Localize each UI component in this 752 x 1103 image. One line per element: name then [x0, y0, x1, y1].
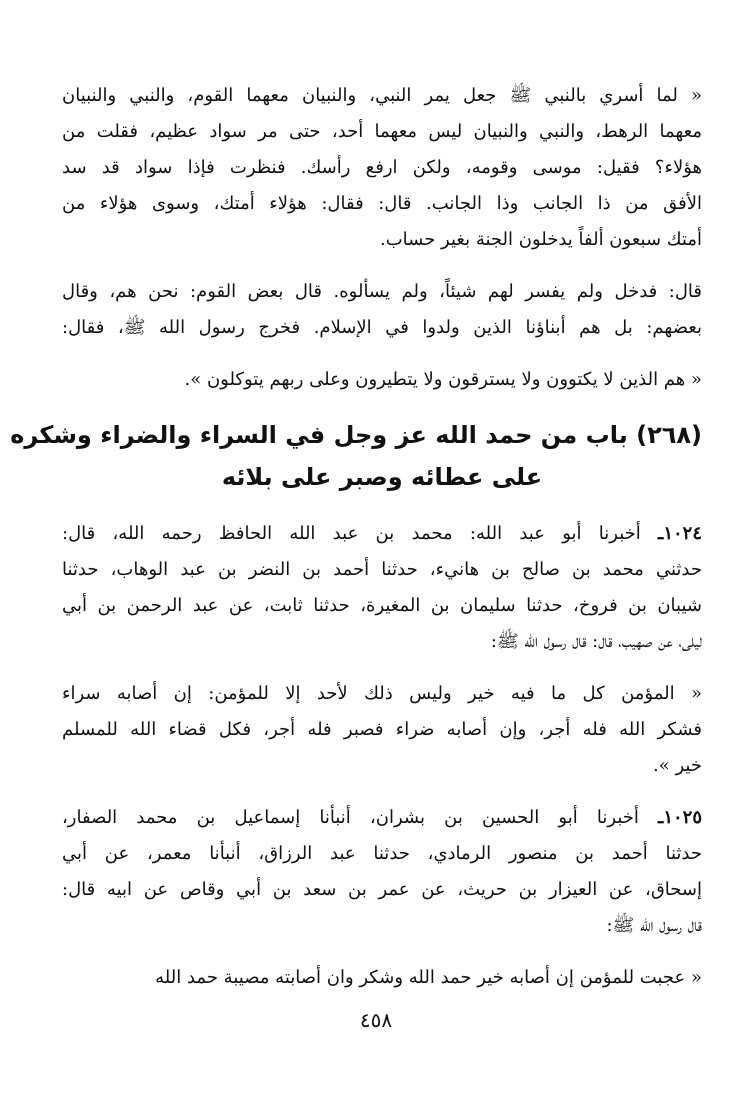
text-line: حدثني محمد بن صالح بن هانيء، حدثنا أحمد بن النضر بن عبد الوهاب، حدثنا: [62, 559, 702, 580]
text-line: معهما الرهط، والنبي والنبيان ليس معهما أحد، حتى مر سواد عظيم، فقلت من: [62, 121, 702, 142]
chapter-heading: [10, 414, 702, 498]
text-line: [62, 516, 702, 552]
top-hadith: [62, 78, 702, 258]
quote-block: [62, 362, 702, 398]
text-line: شيبان بن فروخ، حدثنا سليمان بن المغيرة، حدثنا ثابت، عن عبد الرحمن بن أبي: [62, 595, 702, 616]
text-line: بعضهم: بل هم أبناؤنا الذين ولدوا في الإسلام. فخرج رسول الله ﷺ، فقال:: [62, 317, 702, 338]
hadith-1024: [62, 516, 702, 660]
text-line: « لما أسري بالنبي ﷺ جعل يمر النبي، والنبيان معهما القوم، والنبي والنبيان: [62, 85, 702, 106]
text-line: الأفق من ذا الجانب وذا الجانب. قال: فقال: هؤلاء أمتك، وسوى هؤلاء من: [62, 193, 702, 214]
page-body: [10, 78, 702, 1012]
text-line: فشكر الله فله أجر، وإن أصابه ضراء فصبر فله أجر، فكل قضاء الله للمسلم: [62, 719, 702, 740]
text-line: ليلى، عن صهيب، قال: قال رسول الله ﷺ:: [490, 631, 702, 652]
text-line: حدثنا أحمد بن منصور الرمادي، حدثنا عبد الرزاق، أنبأنا معمر، عن أبي: [62, 843, 702, 864]
page-number: ٤٥٨: [359, 1008, 393, 1032]
text-segment: أخبرنا أبو عبد الله: محمد بن عبد الله الحافظ رحمه الله، قال:: [62, 523, 641, 544]
narration: [62, 274, 702, 346]
hadith-number: ١٠٢٥ـ: [658, 807, 702, 828]
quote-text: « عجبت للمؤمن إن أصابه خير حمد الله وشكر وان أصابته مصيبة حمد الله: [155, 967, 702, 988]
quote-block: [62, 960, 702, 996]
text-line: [62, 800, 702, 836]
text-line: أمتك سبعون ألفاً يدخلون الجنة بغير حساب.: [379, 229, 702, 250]
hadith-1025: [62, 800, 702, 944]
text-segment: أخبرنا أبو الحسين بن بشران، أنبأنا إسماعيل بن محمد الصفار،: [62, 807, 639, 828]
text-line: « المؤمن كل ما فيه خير وليس ذلك لأحد إلا للمؤمن: إن أصابه سراء: [62, 683, 702, 704]
text-line: قال: فدخل ولم يفسر لهم شيئاً، ولم يسألوه. قال بعض القوم: نحن هم، وقال: [62, 281, 702, 302]
chapter-title-line-1: (٢٦٨) باب من حمد الله عز وجل في السراء والضراء وشكره: [10, 421, 702, 449]
text-line: هؤلاء؟ فقيل: موسى وقومه، ولكن ارفع رأسك. فنظرت فإذا سواد قد سد: [62, 157, 702, 178]
chapter-title-line-2: على عطائه وصبر على بلائه: [221, 463, 543, 491]
text-line: خير ».: [653, 755, 702, 776]
quote-block: [62, 676, 702, 784]
text-line: قال رسول الله ﷺ:: [606, 915, 702, 936]
hadith-number: ١٠٢٤ـ: [658, 523, 702, 544]
text-line: إسحاق، عن العيزار بن حريث، عن عمر بن سعد بن أبي وقاص عن ابيه قال:: [62, 879, 702, 900]
quote-text: « هم الذين لا يكتوون ولا يسترقون ولا يتطيرون وعلى ربهم يتوكلون ».: [184, 369, 702, 390]
